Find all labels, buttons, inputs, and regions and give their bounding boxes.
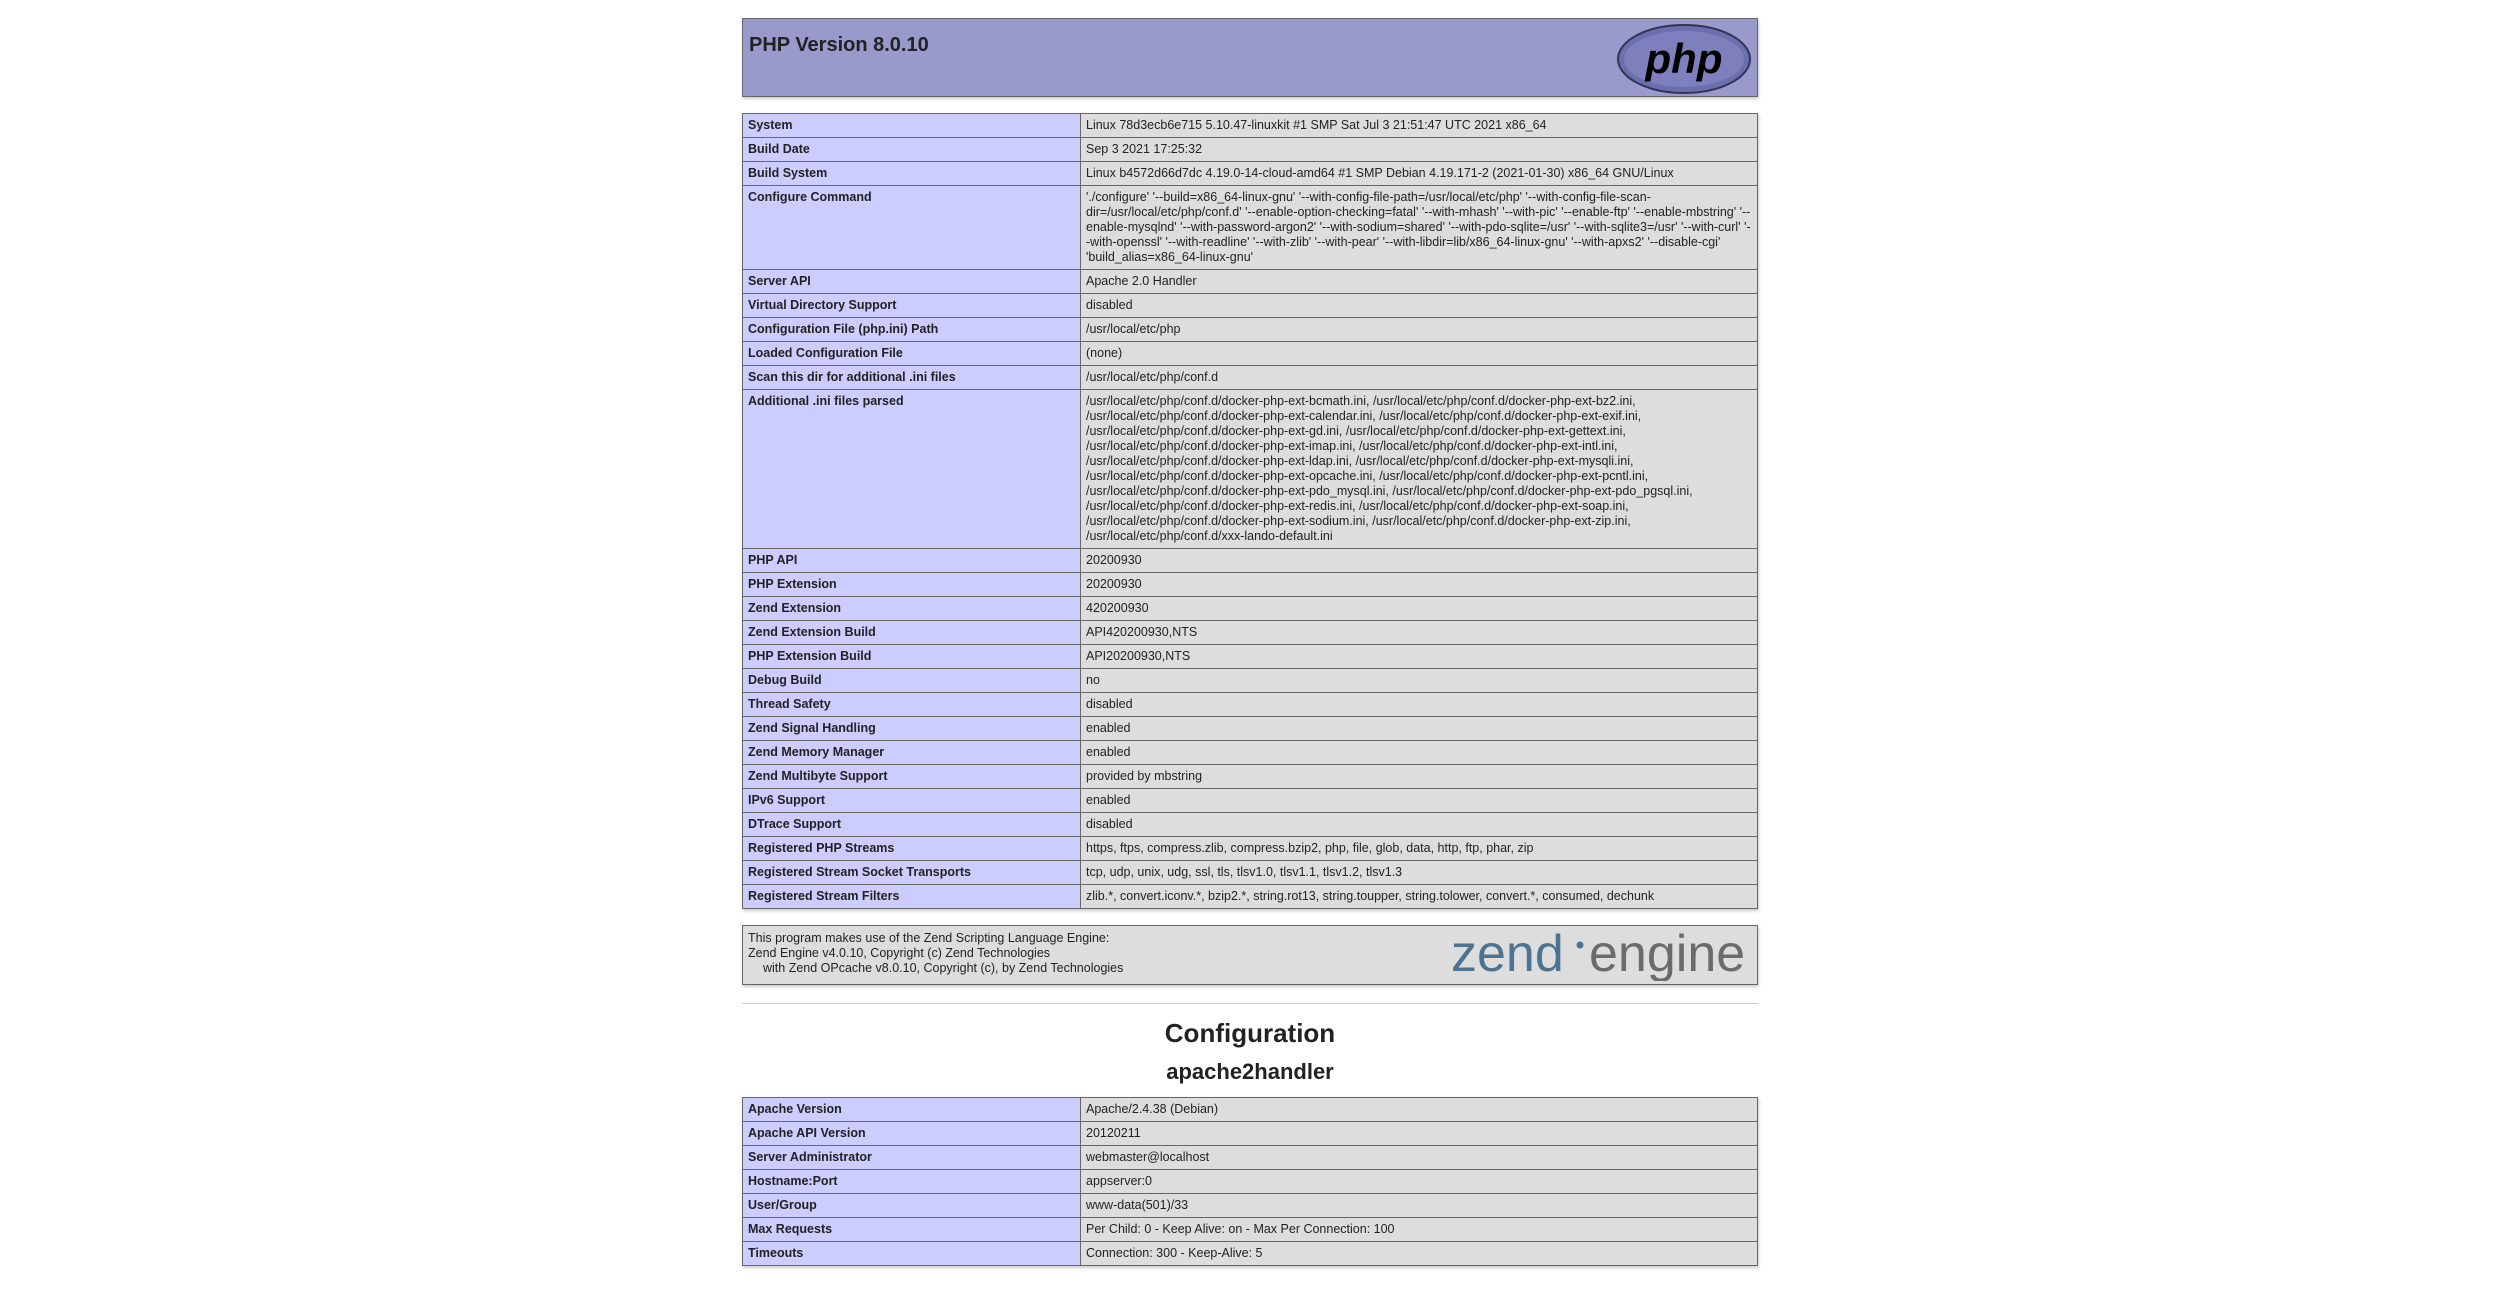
- ini-file-line: /usr/local/etc/php/conf.d/docker-php-ext-pdo_mysql.ini, /usr/local/etc/php/conf.d/docker-php-ext-pdo_pgsql.ini,: [1086, 484, 1693, 498]
- php-logo-text: php: [1645, 35, 1723, 82]
- php-logo: [1615, 22, 1753, 96]
- row-value: [1081, 390, 1758, 549]
- row-value: enabled: [1081, 789, 1758, 813]
- ini-file-line: /usr/local/etc/php/conf.d/docker-php-ext-ldap.ini, /usr/local/etc/php/conf.d/docker-php-ext-mysqli.ini,: [1086, 454, 1634, 468]
- row-label: Zend Extension: [743, 597, 1081, 621]
- row-value: (none): [1081, 342, 1758, 366]
- row-label: IPv6 Support: [743, 789, 1081, 813]
- row-label: Build Date: [743, 138, 1081, 162]
- zend-engine-text: This program makes use of the Zend Scripting Language Engine: Zend Engine v4.0.10, Copyright (c) Zend Technologies with Zend OPcache v8.0.10, Copyright (c), by Zend Technologies: [748, 931, 1124, 975]
- ini-file-line: /usr/local/etc/php/conf.d/docker-php-ext-sodium.ini, /usr/local/etc/php/conf.d/docker-php-ext-zip.ini,: [1086, 514, 1631, 528]
- zend-engine-box: [742, 925, 1758, 985]
- row-label: Configuration File (php.ini) Path: [743, 318, 1081, 342]
- row-label: Additional .ini files parsed: [743, 390, 1081, 549]
- row-label: PHP API: [743, 549, 1081, 573]
- row-value: 420200930: [1081, 597, 1758, 621]
- row-label: Server Administrator: [743, 1146, 1081, 1170]
- row-label: Loaded Configuration File: [743, 342, 1081, 366]
- row-value: www-data(501)/33: [1081, 1194, 1758, 1218]
- row-label: Debug Build: [743, 669, 1081, 693]
- apache2handler-heading: apache2handler: [1166, 1059, 1334, 1084]
- row-label: PHP Extension Build: [743, 645, 1081, 669]
- row-value: tcp, udp, unix, udg, ssl, tls, tlsv1.0, tlsv1.1, tlsv1.2, tlsv1.3: [1081, 861, 1758, 885]
- phpinfo-page: [742, 0, 1758, 1266]
- row-label: Scan this dir for additional .ini files: [743, 366, 1081, 390]
- row-label: Zend Signal Handling: [743, 717, 1081, 741]
- zend-engine-logo: [1451, 929, 1751, 981]
- table-row: [743, 765, 1758, 789]
- row-label: PHP Extension: [743, 573, 1081, 597]
- table-row: [743, 669, 1758, 693]
- row-label: Server API: [743, 270, 1081, 294]
- row-value: Apache 2.0 Handler: [1081, 270, 1758, 294]
- row-value: disabled: [1081, 294, 1758, 318]
- table-row: [743, 621, 1758, 645]
- row-value: './configure' '--build=x86_64-linux-gnu' '--with-config-file-path=/usr/local/etc/php' '--with-config-file-scan-dir=/usr/local/etc/php/conf.d' '--enable-option-checking=fatal' '--with-mhash' '--with-pic' '--enable-ftp' '--enable-mbstring' '--enable-mysqlnd' '--with-password-argon2' '--with-sodium=shared' '--with-pdo-sqlite=/usr' '--with-sqlite3=/usr' '--with-curl' '--with-openssl' '--with-readline' '--with-zlib' '--with-pear' '--with-libdir=lib/x86_64-linux-gnu' '--with-apxs2' '--disable-cgi' 'build_alias=x86_64-linux-gnu': [1081, 186, 1758, 270]
- row-label: Thread Safety: [743, 693, 1081, 717]
- section-divider: [742, 1003, 1758, 1004]
- row-value: Connection: 300 - Keep-Alive: 5: [1081, 1242, 1758, 1266]
- row-label: User/Group: [743, 1194, 1081, 1218]
- row-value: 20200930: [1081, 549, 1758, 573]
- ini-file-line: /usr/local/etc/php/conf.d/docker-php-ext-imap.ini, /usr/local/etc/php/conf.d/docker-php-ext-intl.ini,: [1086, 439, 1618, 453]
- row-label: Virtual Directory Support: [743, 294, 1081, 318]
- table-row: [743, 1098, 1758, 1122]
- page-title: PHP Version 8.0.10: [749, 34, 929, 56]
- row-value: Per Child: 0 - Keep Alive: on - Max Per Connection: 100: [1081, 1218, 1758, 1242]
- row-value: API20200930,NTS: [1081, 645, 1758, 669]
- row-label: Apache Version: [743, 1098, 1081, 1122]
- row-value: Sep 3 2021 17:25:32: [1081, 138, 1758, 162]
- row-label: Hostname:Port: [743, 1170, 1081, 1194]
- ini-file-line: /usr/local/etc/php/conf.d/docker-php-ext-bcmath.ini, /usr/local/etc/php/conf.d/docker-php-ext-bz2.ini,: [1086, 394, 1636, 408]
- table-row: [743, 861, 1758, 885]
- row-label: Configure Command: [743, 186, 1081, 270]
- row-value: Apache/2.4.38 (Debian): [1081, 1098, 1758, 1122]
- table-row: [743, 717, 1758, 741]
- svg-text:zend: zend: [1451, 929, 1564, 981]
- row-label: DTrace Support: [743, 813, 1081, 837]
- table-row: [743, 114, 1758, 138]
- table-row: [743, 186, 1758, 270]
- row-value: 20200930: [1081, 573, 1758, 597]
- table-row: [743, 573, 1758, 597]
- table-row: [743, 162, 1758, 186]
- table-row: [743, 789, 1758, 813]
- php-version-header: [742, 18, 1758, 97]
- table-row: [743, 1170, 1758, 1194]
- table-row: [743, 693, 1758, 717]
- php-info-table: [742, 113, 1758, 909]
- configuration-heading: Configuration: [1164, 1018, 1336, 1048]
- row-label: Zend Memory Manager: [743, 741, 1081, 765]
- row-value: disabled: [1081, 693, 1758, 717]
- apache2handler-table: [742, 1097, 1758, 1266]
- row-value: 20120211: [1081, 1122, 1758, 1146]
- table-row: [743, 837, 1758, 861]
- table-row: [743, 1218, 1758, 1242]
- row-label: Registered Stream Filters: [743, 885, 1081, 909]
- ini-file-line: /usr/local/etc/php/conf.d/docker-php-ext-calendar.ini, /usr/local/etc/php/conf.d/docker-php-ext-exif.ini,: [1086, 409, 1642, 423]
- table-row: [743, 1194, 1758, 1218]
- row-value: webmaster@localhost: [1081, 1146, 1758, 1170]
- row-label: Zend Multibyte Support: [743, 765, 1081, 789]
- table-row: [743, 138, 1758, 162]
- row-label: Build System: [743, 162, 1081, 186]
- table-row: [743, 1146, 1758, 1170]
- table-row: [743, 366, 1758, 390]
- row-label: Timeouts: [743, 1242, 1081, 1266]
- row-value: /usr/local/etc/php/conf.d: [1081, 366, 1758, 390]
- table-row: [743, 597, 1758, 621]
- row-value: API420200930,NTS: [1081, 621, 1758, 645]
- table-row: [743, 885, 1758, 909]
- table-row: [743, 813, 1758, 837]
- table-row: [743, 294, 1758, 318]
- row-value: Linux 78d3ecb6e715 5.10.47-linuxkit #1 SMP Sat Jul 3 21:51:47 UTC 2021 x86_64: [1081, 114, 1758, 138]
- row-label: Apache API Version: [743, 1122, 1081, 1146]
- table-row: [743, 1122, 1758, 1146]
- ini-file-line: /usr/local/etc/php/conf.d/docker-php-ext-opcache.ini, /usr/local/etc/php/conf.d/docker-php-ext-pcntl.ini,: [1086, 469, 1649, 483]
- table-row: [743, 741, 1758, 765]
- svg-text:engine: engine: [1589, 929, 1746, 981]
- row-value: /usr/local/etc/php: [1081, 318, 1758, 342]
- ini-file-line: /usr/local/etc/php/conf.d/docker-php-ext-gd.ini, /usr/local/etc/php/conf.d/docker-php-ext-gettext.ini,: [1086, 424, 1626, 438]
- table-row: [743, 270, 1758, 294]
- row-value: appserver:0: [1081, 1170, 1758, 1194]
- row-value: Linux b4572d66d7dc 4.19.0-14-cloud-amd64 #1 SMP Debian 4.19.171-2 (2021-01-30) x86_64 GNU/Linux: [1081, 162, 1758, 186]
- row-value: enabled: [1081, 717, 1758, 741]
- row-value: no: [1081, 669, 1758, 693]
- ini-file-line: /usr/local/etc/php/conf.d/docker-php-ext-redis.ini, /usr/local/etc/php/conf.d/docker-php-ext-soap.ini,: [1086, 499, 1629, 513]
- table-row: [743, 549, 1758, 573]
- row-value: https, ftps, compress.zlib, compress.bzip2, php, file, glob, data, http, ftp, phar, zip: [1081, 837, 1758, 861]
- row-value: zlib.*, convert.iconv.*, bzip2.*, string.rot13, string.toupper, string.tolower, convert.*, consumed, dechunk: [1081, 885, 1758, 909]
- row-value: enabled: [1081, 741, 1758, 765]
- table-row: [743, 342, 1758, 366]
- row-value: disabled: [1081, 813, 1758, 837]
- row-label: Max Requests: [743, 1218, 1081, 1242]
- table-row: [743, 1242, 1758, 1266]
- row-label: Zend Extension Build: [743, 621, 1081, 645]
- row-label: System: [743, 114, 1081, 138]
- table-row: [743, 318, 1758, 342]
- table-row: [743, 390, 1758, 549]
- row-value: provided by mbstring: [1081, 765, 1758, 789]
- ini-file-line: /usr/local/etc/php/conf.d/xxx-lando-default.ini: [1086, 529, 1333, 543]
- table-row: [743, 645, 1758, 669]
- row-label: Registered PHP Streams: [743, 837, 1081, 861]
- row-label: Registered Stream Socket Transports: [743, 861, 1081, 885]
